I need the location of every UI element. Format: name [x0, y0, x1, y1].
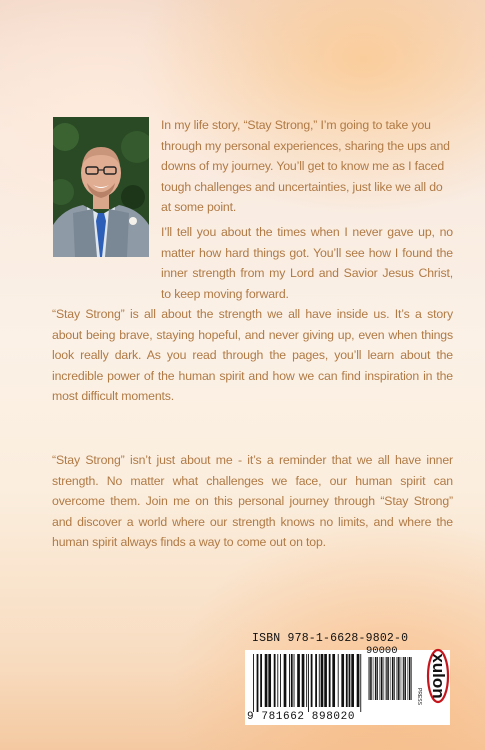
intro-paragraph: In my life story, “Stay Strong,” I’m going to take you through my personal experiences, sharing the ups and downs of my journey. You’ll get to know me as I faced tough challenges and uncertainties, just like we all do at some point. — [161, 118, 450, 214]
publisher-imprint: PRESS — [416, 688, 422, 705]
inner-strength-paragraph: “Stay Strong” is all about the strength we all have inside us. It’s a story about being brave, staying hopeful, and never giving up, even when things look really dark. As you read through the pages, you’ll learn about the incredible power of the human spirit and how we can find inspiration in the most difficult moments. — [52, 307, 453, 403]
publisher-name: xulon — [429, 653, 448, 699]
closing-paragraph: “Stay Strong” isn’t just about me - it’s a reminder that we all have inner strength. No matter what challenges we face, our human spirit can overcome them. Join me on this personal journey through “Stay Strong” and discover a world where our strength knows no limits, and where the human spirit always finds a way to come out on top. — [52, 453, 453, 549]
author-portrait-image — [53, 117, 149, 257]
isbn-label: ISBN 978-1-6628-9802-0 — [252, 632, 409, 645]
publisher-logo — [412, 640, 452, 712]
ean-digits: 9 781662 898020 — [247, 711, 356, 723]
price-addon-barcode — [368, 657, 413, 705]
ean-barcode — [253, 654, 363, 712]
perseverance-paragraph: I’ll tell you about the times when I never gave up, no matter how hard things got. You’ll see how I found the inner strength from my Lord and Savior Jesus Christ, to keep moving forward. — [161, 225, 453, 301]
author-photo — [53, 117, 149, 257]
price-code: 90000 — [366, 645, 398, 657]
